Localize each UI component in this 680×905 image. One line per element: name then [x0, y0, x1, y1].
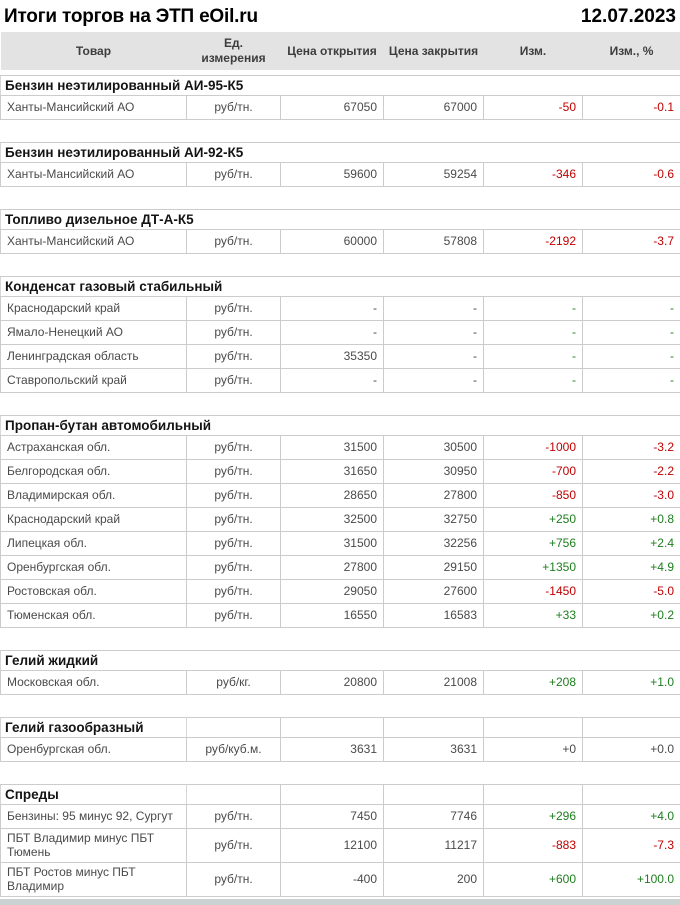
change-pct-cell: +100.0: [583, 862, 680, 896]
close-price-cell: 59254: [384, 163, 484, 187]
section-gap-cell: [1, 120, 680, 143]
change-cell: +0: [484, 738, 583, 762]
close-price-cell: 200: [384, 862, 484, 896]
close-price-cell: 16583: [384, 604, 484, 628]
product-cell: Липецкая обл.: [1, 532, 187, 556]
close-price-cell: 21008: [384, 671, 484, 695]
unit-cell: руб/тн.: [187, 556, 281, 580]
section-gap: [1, 762, 680, 785]
unit-cell: руб/кг.: [187, 671, 281, 695]
column-header-open-price: Цена открытия: [281, 32, 384, 70]
unit-cell: руб/тн.: [187, 369, 281, 393]
unit-cell: руб/тн.: [187, 460, 281, 484]
table-row: [1, 96, 680, 120]
section-header: [1, 785, 680, 805]
section-gap: [1, 628, 680, 651]
unit-cell: руб/тн.: [187, 230, 281, 254]
column-header-close-price: Цена закрытия: [384, 32, 484, 70]
product-cell: Оренбургская обл.: [1, 738, 187, 762]
change-cell: -850: [484, 484, 583, 508]
section-gap-cell: [1, 393, 680, 416]
open-price-cell: 31500: [281, 532, 384, 556]
close-price-cell: -: [384, 321, 484, 345]
section-gap-cell: [1, 254, 680, 277]
open-price-cell: 3631: [281, 738, 384, 762]
change-pct-cell: -5.0: [583, 580, 680, 604]
change-cell: +250: [484, 508, 583, 532]
product-cell: Ханты-Мансийский АО: [1, 96, 187, 120]
section-title: Пропан-бутан автомобильный: [1, 416, 680, 436]
section-header-cell: [384, 785, 484, 805]
product-cell: Астраханская обл.: [1, 436, 187, 460]
bottom-bar: [0, 899, 680, 905]
unit-cell: руб/тн.: [187, 436, 281, 460]
product-cell: Бензины: 95 минус 92, Сургут: [1, 805, 187, 829]
change-pct-cell: -: [583, 321, 680, 345]
table-row: [1, 345, 680, 369]
table-row: [1, 321, 680, 345]
table-row: [1, 163, 680, 187]
unit-cell: руб/тн.: [187, 532, 281, 556]
section-header: [1, 143, 680, 163]
product-cell: Ленинградская область: [1, 345, 187, 369]
section-gap-cell: [1, 628, 680, 651]
change-pct-cell: +0.2: [583, 604, 680, 628]
section-title: Гелий газообразный: [1, 718, 187, 738]
change-cell: +208: [484, 671, 583, 695]
section-gap: [1, 695, 680, 718]
change-pct-cell: -: [583, 369, 680, 393]
column-header-unit: Ед. измерения: [187, 32, 281, 70]
change-pct-cell: +0.8: [583, 508, 680, 532]
section-gap: [1, 120, 680, 143]
section-header-cell: [281, 718, 384, 738]
close-price-cell: 27600: [384, 580, 484, 604]
change-pct-cell: +4.0: [583, 805, 680, 829]
close-price-cell: 32256: [384, 532, 484, 556]
close-price-cell: 30950: [384, 460, 484, 484]
section-title: Гелий жидкий: [1, 651, 680, 671]
open-price-cell: 31500: [281, 436, 384, 460]
change-cell: -: [484, 369, 583, 393]
close-price-cell: 27800: [384, 484, 484, 508]
open-price-cell: -: [281, 297, 384, 321]
title-bar: [0, 0, 680, 32]
unit-cell: руб/тн.: [187, 163, 281, 187]
unit-cell: руб/тн.: [187, 297, 281, 321]
close-price-cell: 57808: [384, 230, 484, 254]
change-pct-cell: -: [583, 297, 680, 321]
section-header: [1, 277, 680, 297]
change-cell: -: [484, 297, 583, 321]
change-cell: +296: [484, 805, 583, 829]
product-cell: Ямало-Ненецкий АО: [1, 321, 187, 345]
column-header-product: Товар: [1, 32, 187, 70]
product-cell: Краснодарский край: [1, 508, 187, 532]
open-price-cell: 31650: [281, 460, 384, 484]
section-gap: [1, 254, 680, 277]
section-header: [1, 718, 680, 738]
open-price-cell: -: [281, 369, 384, 393]
open-price-cell: 35350: [281, 345, 384, 369]
table-row: [1, 862, 680, 896]
product-cell: Владимирская обл.: [1, 484, 187, 508]
open-price-cell: 7450: [281, 805, 384, 829]
change-pct-cell: -0.1: [583, 96, 680, 120]
section-header-cell: [187, 718, 281, 738]
section-header: [1, 416, 680, 436]
open-price-cell: 60000: [281, 230, 384, 254]
change-pct-cell: -3.7: [583, 230, 680, 254]
product-cell: Ханты-Мансийский АО: [1, 230, 187, 254]
product-cell: Ханты-Мансийский АО: [1, 163, 187, 187]
unit-cell: руб/тн.: [187, 829, 281, 863]
change-cell: +1350: [484, 556, 583, 580]
change-cell: -2192: [484, 230, 583, 254]
change-cell: -50: [484, 96, 583, 120]
table-row: [1, 230, 680, 254]
column-header-change-pct: Изм., %: [583, 32, 680, 70]
unit-cell: руб/куб.м.: [187, 738, 281, 762]
section-header-cell: [583, 718, 680, 738]
change-pct-cell: -3.2: [583, 436, 680, 460]
table-row: [1, 671, 680, 695]
close-price-cell: 67000: [384, 96, 484, 120]
section-title: Спреды: [1, 785, 187, 805]
change-pct-cell: +1.0: [583, 671, 680, 695]
close-price-cell: -: [384, 369, 484, 393]
product-cell: ПБТ Ростов минус ПБТ Владимир: [1, 862, 187, 896]
section-gap-cell: [1, 762, 680, 785]
product-cell: Ставропольский край: [1, 369, 187, 393]
change-pct-cell: +4.9: [583, 556, 680, 580]
section-header-cell: [187, 785, 281, 805]
product-cell: Ростовская обл.: [1, 580, 187, 604]
table-row: [1, 460, 680, 484]
table-row: [1, 532, 680, 556]
open-price-cell: 67050: [281, 96, 384, 120]
change-cell: -1000: [484, 436, 583, 460]
unit-cell: руб/тн.: [187, 96, 281, 120]
close-price-cell: 7746: [384, 805, 484, 829]
change-pct-cell: -7.3: [583, 829, 680, 863]
section-header-cell: [281, 785, 384, 805]
open-price-cell: 32500: [281, 508, 384, 532]
table-body: [1, 70, 680, 896]
open-price-cell: 29050: [281, 580, 384, 604]
open-price-cell: 59600: [281, 163, 384, 187]
change-cell: +33: [484, 604, 583, 628]
section-gap-cell: [1, 695, 680, 718]
open-price-cell: 27800: [281, 556, 384, 580]
change-cell: -346: [484, 163, 583, 187]
results-table: [0, 32, 680, 897]
close-price-cell: 3631: [384, 738, 484, 762]
section-header: [1, 651, 680, 671]
section-header-cell: [484, 785, 583, 805]
table-row: [1, 580, 680, 604]
change-cell: -1450: [484, 580, 583, 604]
section-gap: [1, 187, 680, 210]
section-header-cell: [484, 718, 583, 738]
change-cell: -883: [484, 829, 583, 863]
change-cell: +756: [484, 532, 583, 556]
close-price-cell: -: [384, 345, 484, 369]
product-cell: Оренбургская обл.: [1, 556, 187, 580]
section-title: Конденсат газовый стабильный: [1, 277, 680, 297]
open-price-cell: 28650: [281, 484, 384, 508]
section-header-cell: [583, 785, 680, 805]
unit-cell: руб/тн.: [187, 604, 281, 628]
unit-cell: руб/тн.: [187, 345, 281, 369]
unit-cell: руб/тн.: [187, 508, 281, 532]
open-price-cell: -400: [281, 862, 384, 896]
change-cell: -700: [484, 460, 583, 484]
unit-cell: руб/тн.: [187, 862, 281, 896]
section-header: [1, 210, 680, 230]
section-title: Бензин неэтилированный АИ-92-К5: [1, 143, 680, 163]
close-price-cell: -: [384, 297, 484, 321]
section-header: [1, 76, 680, 96]
table-row: [1, 738, 680, 762]
table-row: [1, 829, 680, 863]
table-header: [1, 32, 680, 70]
unit-cell: руб/тн.: [187, 580, 281, 604]
table-row: [1, 805, 680, 829]
change-pct-cell: -3.0: [583, 484, 680, 508]
open-price-cell: -: [281, 321, 384, 345]
table-row: [1, 484, 680, 508]
change-cell: -: [484, 321, 583, 345]
table-row: [1, 297, 680, 321]
close-price-cell: 30500: [384, 436, 484, 460]
table-row: [1, 436, 680, 460]
unit-cell: руб/тн.: [187, 484, 281, 508]
open-price-cell: 12100: [281, 829, 384, 863]
open-price-cell: 20800: [281, 671, 384, 695]
change-pct-cell: -0.6: [583, 163, 680, 187]
section-header-cell: [384, 718, 484, 738]
change-pct-cell: -2.2: [583, 460, 680, 484]
table-row: [1, 369, 680, 393]
change-pct-cell: +0.0: [583, 738, 680, 762]
close-price-cell: 32750: [384, 508, 484, 532]
product-cell: ПБТ Владимир минус ПБТ Тюмень: [1, 829, 187, 863]
table-row: [1, 556, 680, 580]
change-cell: +600: [484, 862, 583, 896]
product-cell: Краснодарский край: [1, 297, 187, 321]
column-header-change: Изм.: [484, 32, 583, 70]
open-price-cell: 16550: [281, 604, 384, 628]
page-title: Итоги торгов на ЭТП eOil.ru: [4, 6, 258, 28]
close-price-cell: 29150: [384, 556, 484, 580]
section-title: Бензин неэтилированный АИ-95-К5: [1, 76, 680, 96]
unit-cell: руб/тн.: [187, 321, 281, 345]
report-date: 12.07.2023: [581, 6, 676, 28]
change-pct-cell: -: [583, 345, 680, 369]
product-cell: Белгородская обл.: [1, 460, 187, 484]
change-pct-cell: +2.4: [583, 532, 680, 556]
unit-cell: руб/тн.: [187, 805, 281, 829]
section-gap: [1, 393, 680, 416]
table-row: [1, 604, 680, 628]
change-cell: -: [484, 345, 583, 369]
table-row: [1, 508, 680, 532]
section-title: Топливо дизельное ДТ-А-К5: [1, 210, 680, 230]
section-gap-cell: [1, 187, 680, 210]
product-cell: Московская обл.: [1, 671, 187, 695]
close-price-cell: 11217: [384, 829, 484, 863]
product-cell: Тюменская обл.: [1, 604, 187, 628]
